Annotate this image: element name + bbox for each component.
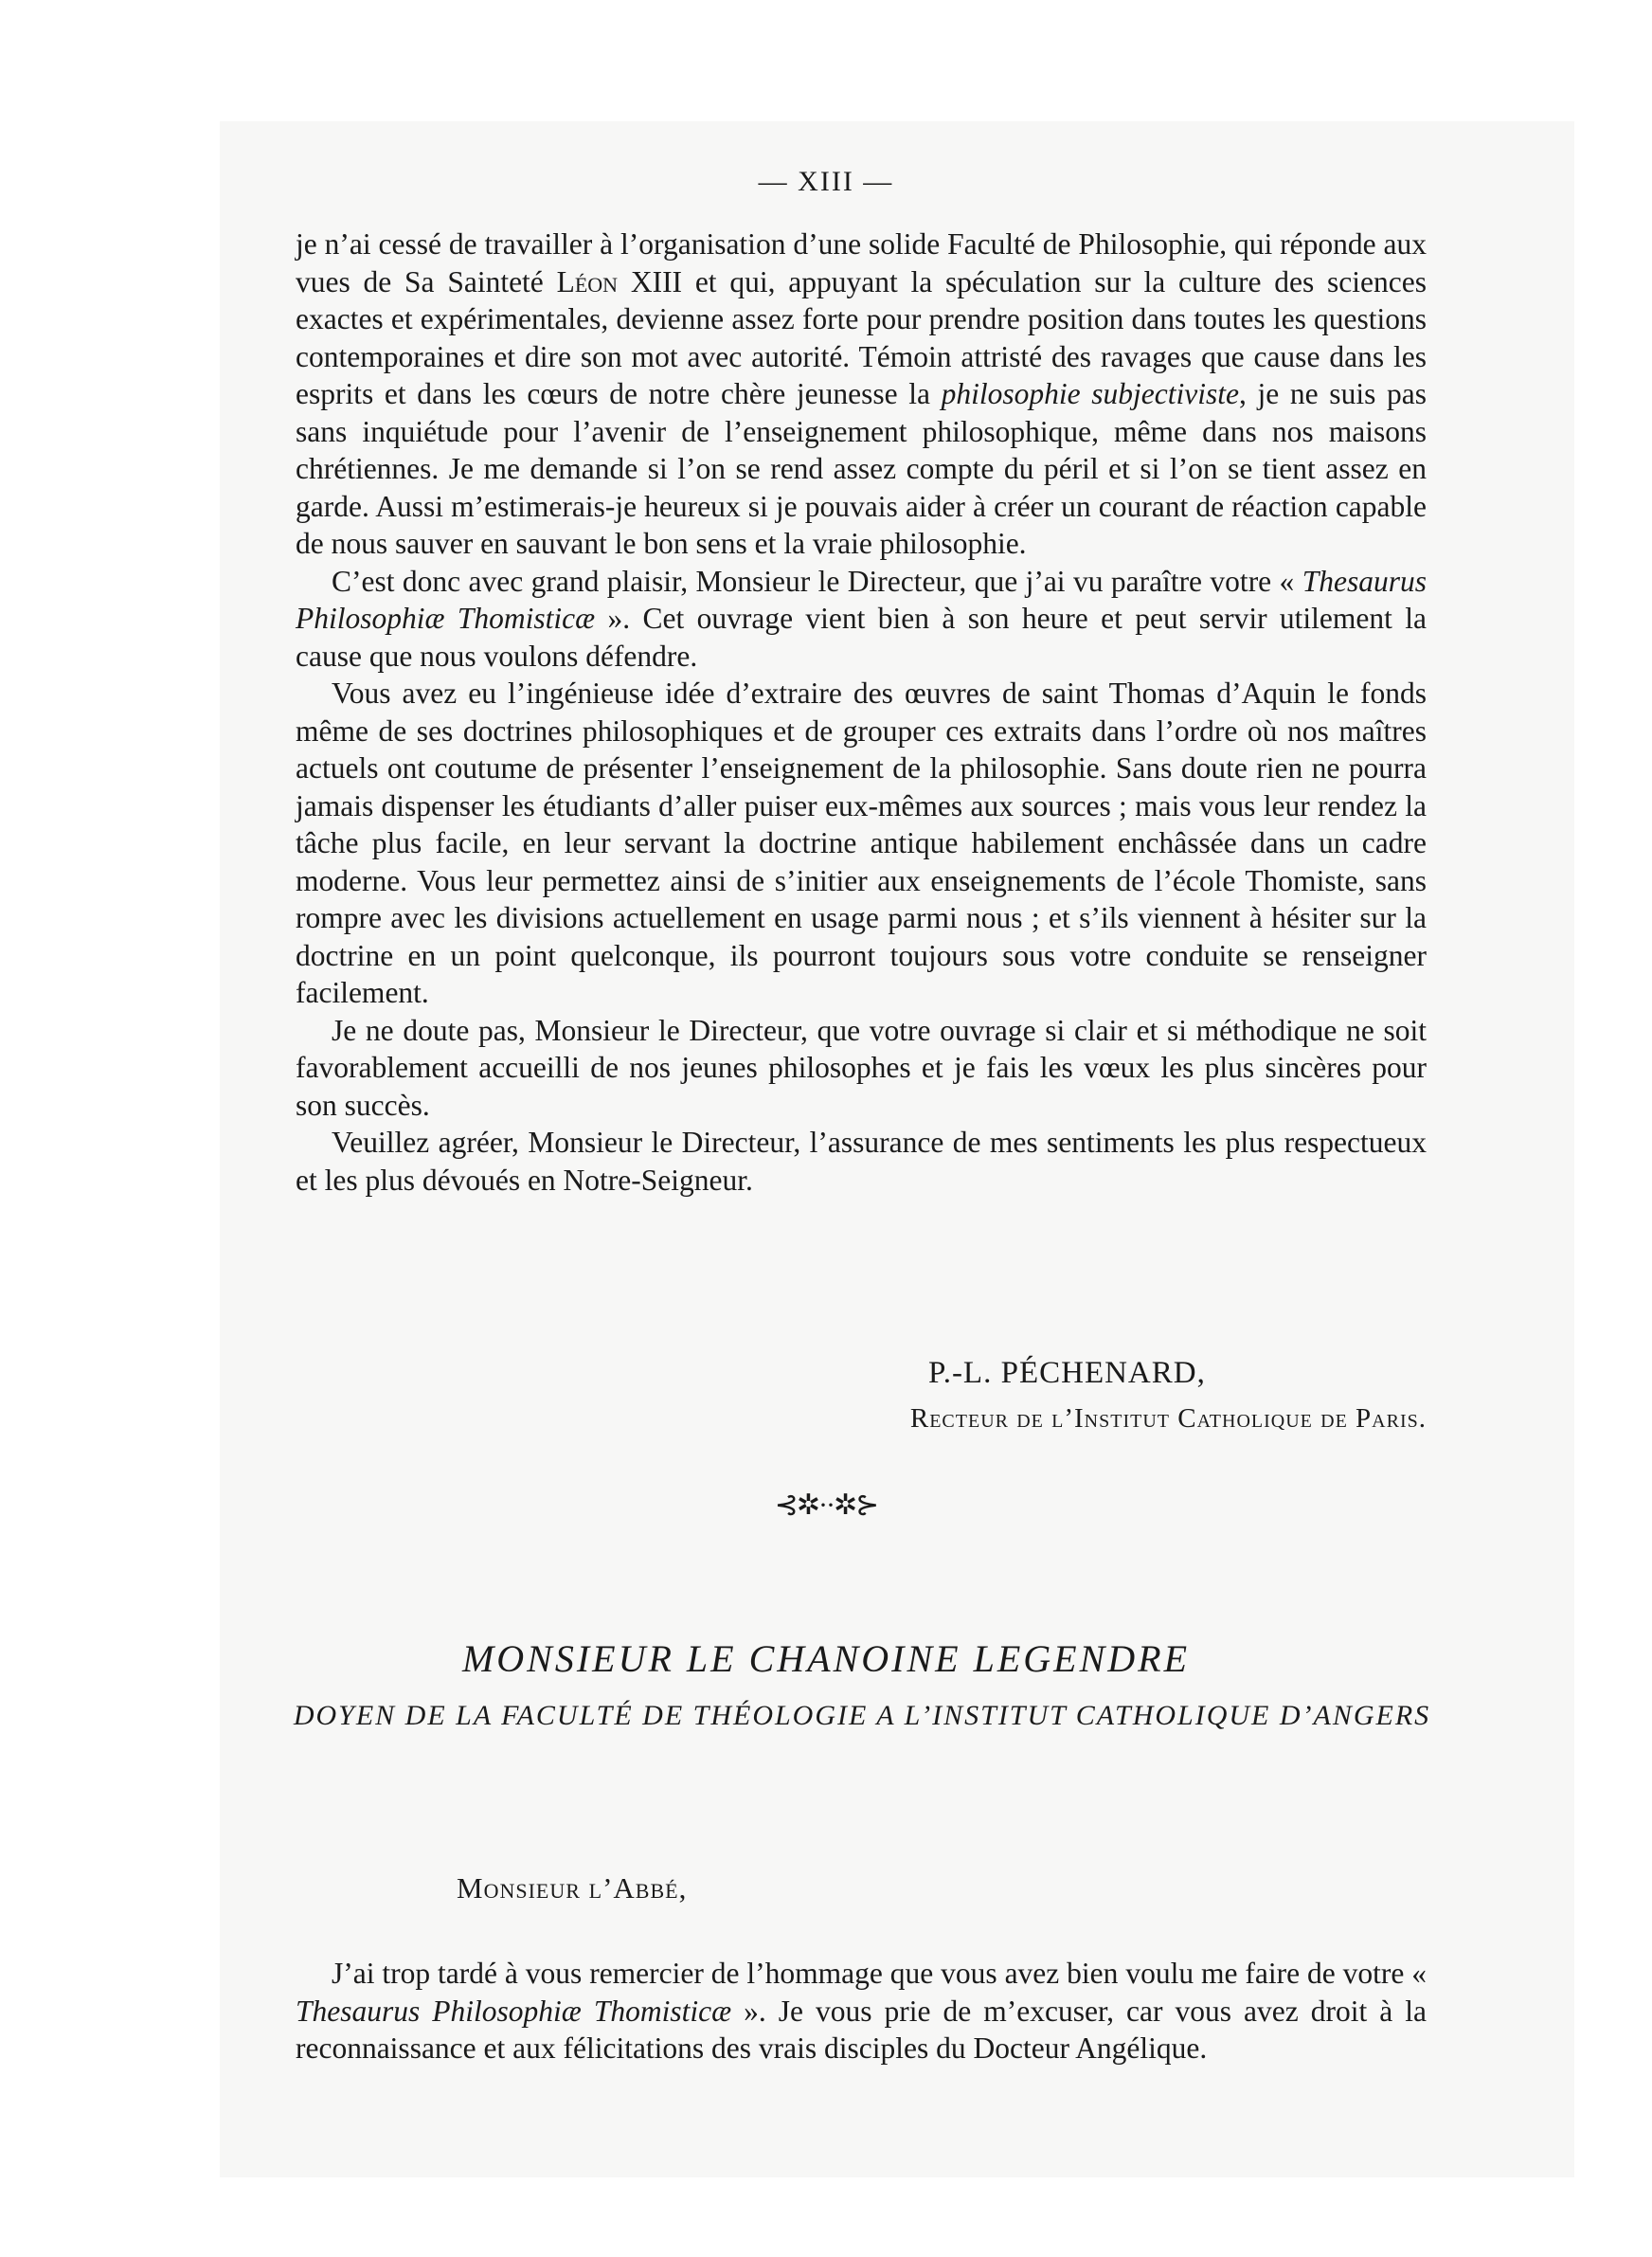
paragraph: Je ne doute pas, Monsieur le Directeur, que votre ouvrage si clair et si méthodique ne soit favorablement accueilli de nos jeunes philosophes et je fais les vœux les plus sincères pour son succès. [296,1013,1427,1122]
paragraph: J’ai trop tardé à vous remercier de l’hommage que vous avez bien voulu me faire de votre « Thesaurus Philosophiæ Thomisticæ ». Je vous prie de m’excuser, car vous avez droit à la reconnaissance et aux félicitations des vrais disciples du Docteur Angélique. [296,1957,1427,2065]
paragraph: C’est donc avec grand plaisir, Monsieur le Directeur, que j’ai vu paraître votre « Thesaurus Philosophiæ Thomisticæ ». Cet ouvrage vient bien à son heure et peut servir utilement la cause que nous voulons défendre. [296,564,1427,673]
letter-body [296,226,1427,1199]
section-heading: MONSIEUR LE CHANOINE LEGENDRE [461,1637,1191,1680]
second-letter-body [296,1955,1427,2067]
signature-name: P.-L. PÉCHENARD, [928,1356,1206,1390]
ornament-divider: ⊰✲··✲⊱ [774,1490,878,1521]
paragraph: je n’ai cessé de travailler à l’organisation d’une solide Faculté de Philosophie, qui réponde aux vues de Sa Sainteté Léon XIII et qui, appuyant la spéculation sur la culture des sciences exactes et expérimentales, devienne assez forte pour prendre position dans toutes les questions contemporaines et dire son mot avec autorité. Témoin attristé des ravages que cause dans les esprits et dans les cœurs de notre chère jeunesse la philosophie subjectiviste, je ne suis pas sans inquiétude pour l’avenir de l’enseignement philosophique, même dans nos maisons chrétiennes. Je me demande si l’on se rend assez compte du péril et si l’on se tient assez en garde. Aussi m’estimerais-je heureux si je pouvais aider à créer un courant de réaction capable de nous sauver en sauvant le bon sens et la vraie philosophie. [296,227,1427,560]
book-title: Thesaurus Philosophiæ Thomisticæ [296,564,1427,635]
signature-title: Recteur de l’Institut Catholique de Paris. [909,1403,1427,1434]
page-number: — XIII — [758,166,894,197]
pope-name: Léon [556,264,619,298]
book-title: Thesaurus Philosophiæ Thomisticæ [296,1994,732,2028]
paragraph: Vous avez eu l’ingénieuse idée d’extraire des œuvres de saint Thomas d’Aquin le fonds même de ses doctrines philosophiques et de grouper ces extraits dans l’ordre où nos maîtres actuels ont coutume de présenter l’enseignement de la philosophie. Sans doute rien ne pourra jamais dispenser les étudiants d’aller puiser eux-mêmes aux sources ; mais vous leur rendez la tâche plus facile, en leur servant la doctrine antique habilement enchâssée dans un cadre moderne. Vous leur permettez ainsi de s’initier aux enseignements de l’école Thomiste, sans rompre avec les divisions actuellement en usage parmi nous ; et s’ils viennent à hésiter sur la doctrine en un point quelconque, ils pourront toujours sous votre conduite se renseigner facilement. [296,677,1427,1009]
section-subheading: DOYEN DE LA FACULTÉ DE THÉOLOGIE A L’INSTITUT CATHOLIQUE D’ANGERS [293,1700,1431,1731]
salutation: Monsieur l’Abbé, [457,1871,688,1905]
paragraph: Veuillez agréer, Monsieur le Directeur, l’assurance de mes sentiments les plus respectueux et les plus dévoués en Notre-Seigneur. [296,1126,1427,1197]
emphasis-text: philosophie subjectiviste [941,377,1239,410]
